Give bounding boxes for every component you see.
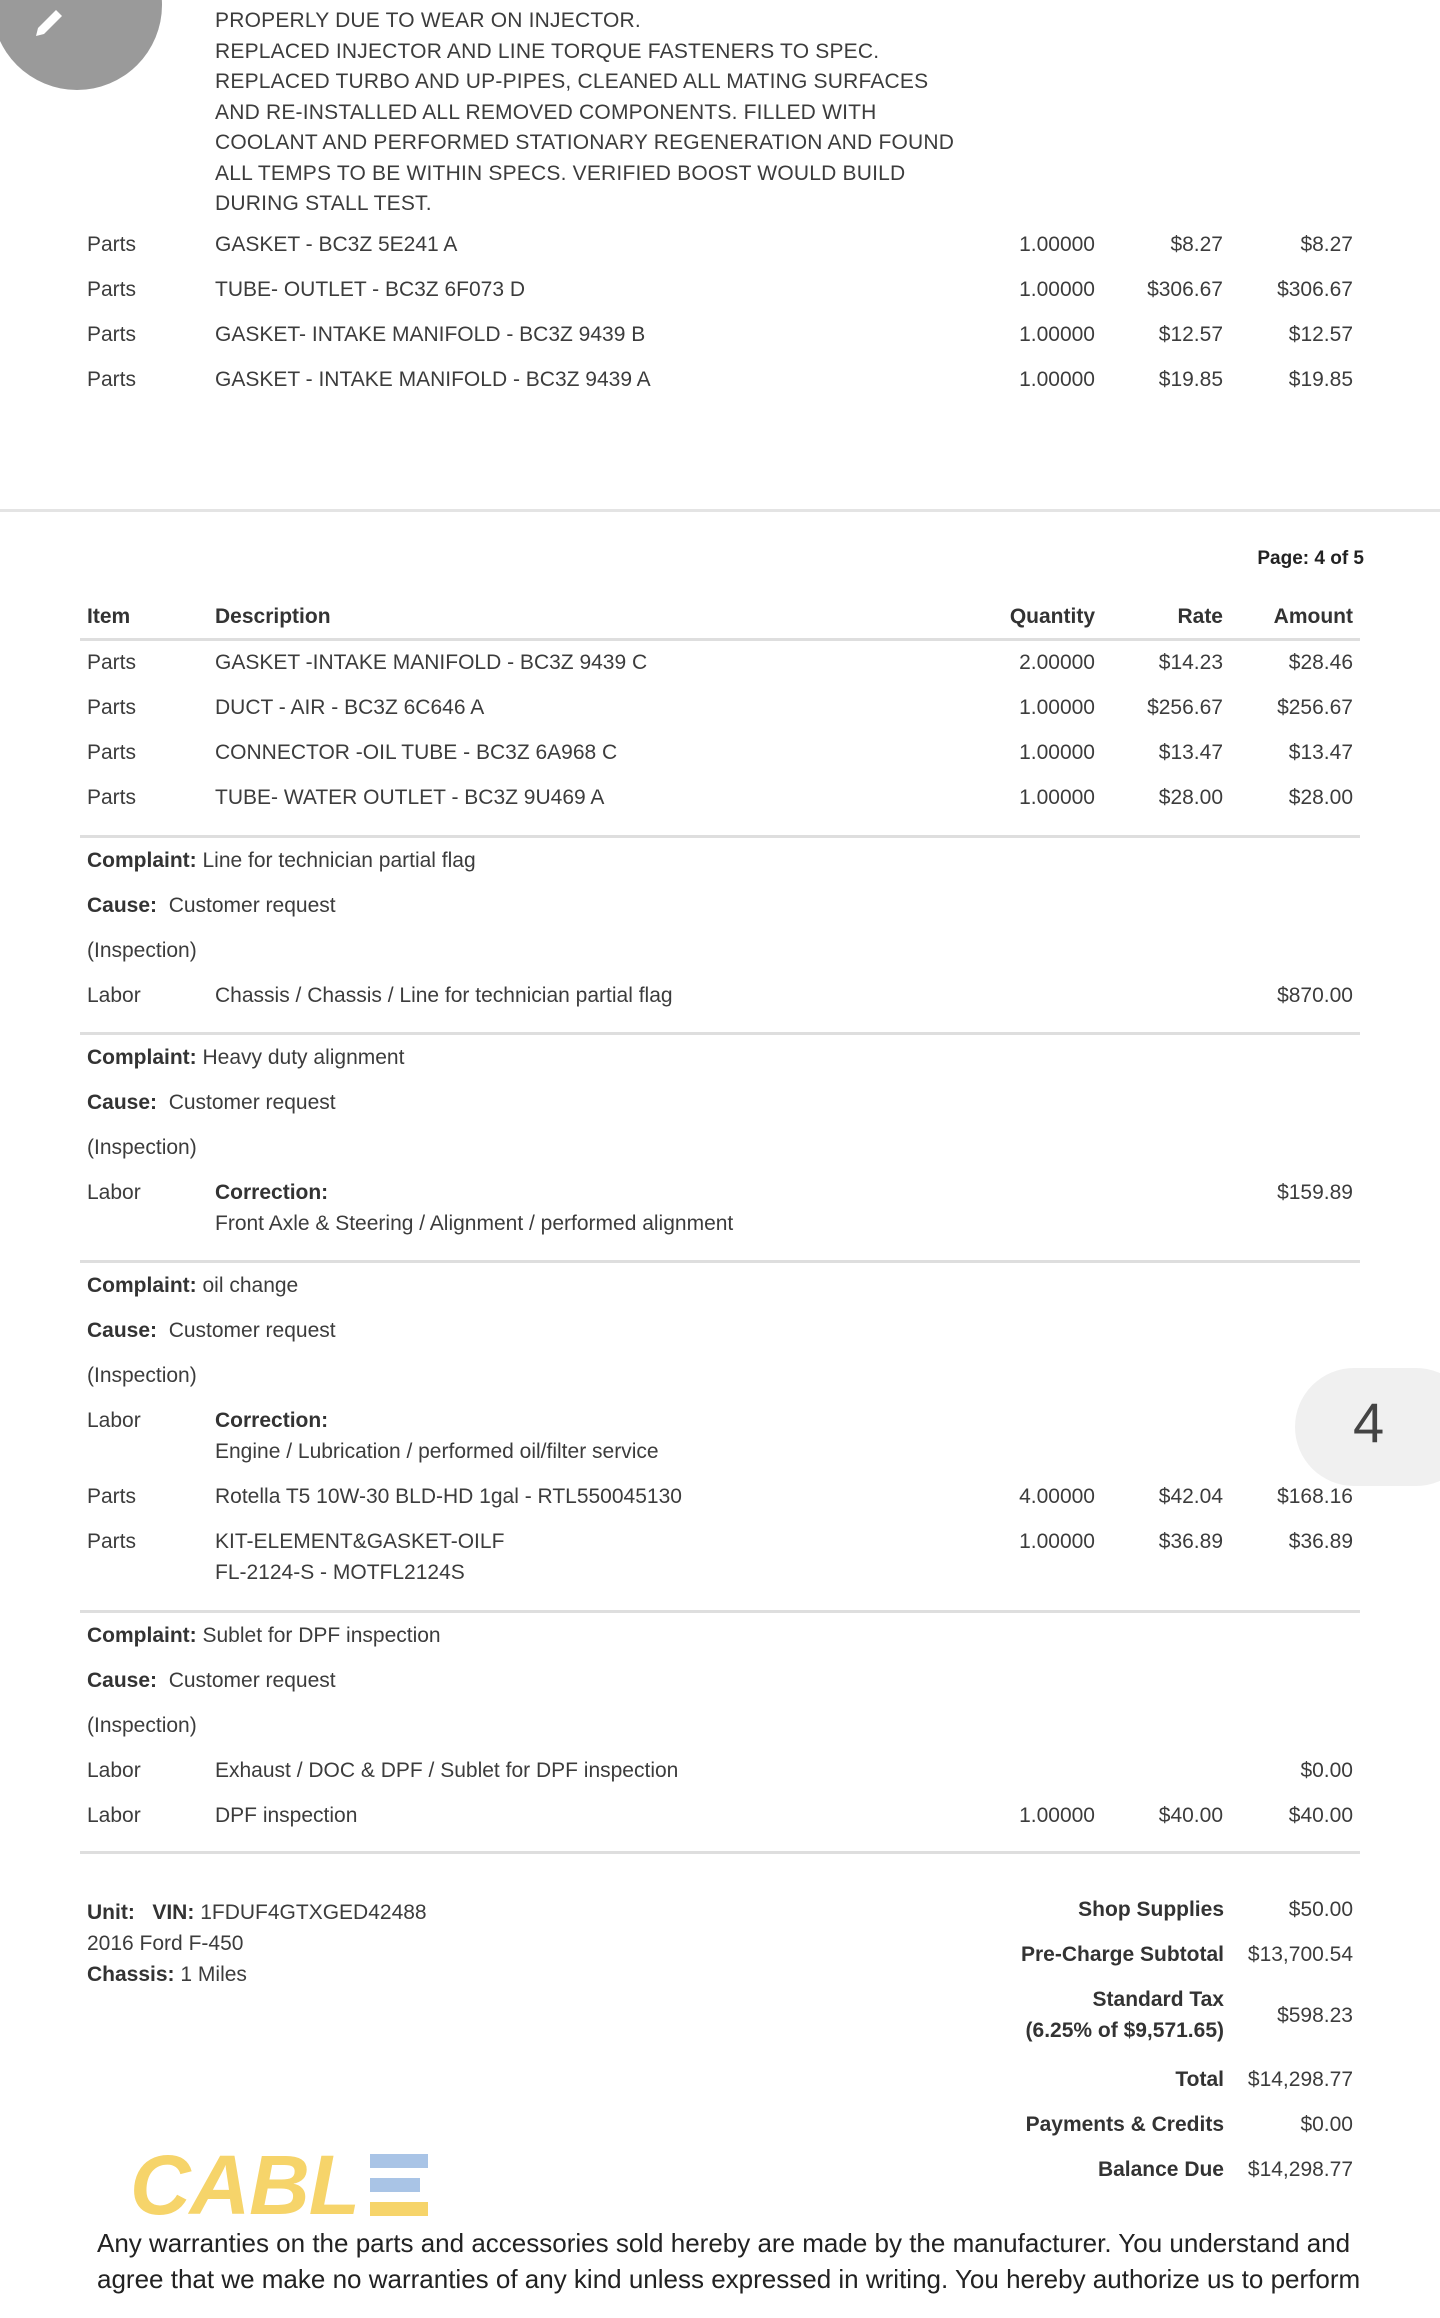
table-row: Parts TUBE- WATER OUTLET - BC3Z 9U469 A 1.00000 $28.00 $28.00 <box>87 786 1353 809</box>
table-row: Parts CONNECTOR -OIL TUBE - BC3Z 6A968 C 1.00000 $13.47 $13.47 <box>87 741 1353 764</box>
table-row: Parts TUBE- OUTLET - BC3Z 6F073 D 1.00000 $306.67 $306.67 <box>87 278 1353 301</box>
section-divider <box>80 1610 1360 1613</box>
tax-basis: (6.25% of $9,571.65) <box>1025 2019 1224 2042</box>
technician-notes <box>215 6 1015 220</box>
table-header: Item Description Quantity Rate Amount <box>87 605 1353 628</box>
table-row: Parts DUCT - AIR - BC3Z 6C646 A 1.00000 $256.67 $256.67 <box>87 696 1353 719</box>
logo-bar <box>370 2178 420 2192</box>
table-row: Parts GASKET -INTAKE MANIFOLD - BC3Z 9439 C 2.00000 $14.23 $28.46 <box>87 651 1353 674</box>
complaint-line: Complaint: Heavy duty alignment <box>87 1046 405 1069</box>
table-row: Parts KIT-ELEMENT&GASKET-OILF 1.00000 $36.89 $36.89 <box>87 1530 1353 1553</box>
table-row: Parts GASKET - BC3Z 5E241 A 1.00000 $8.27 $8.27 <box>87 233 1353 256</box>
unit-vehicle: 2016 Ford F-450 <box>87 1932 244 1955</box>
payments-label: Payments & Credits <box>1025 2113 1224 2136</box>
page-indicator[interactable]: 4 <box>1295 1368 1440 1486</box>
shop-supplies-label: Shop Supplies <box>1078 1898 1224 1921</box>
notes-line: REPLACED TURBO AND UP-PIPES, CLEANED ALL MATING SURFACES <box>215 70 929 93</box>
section-divider <box>80 1032 1360 1035</box>
section-divider <box>80 835 1360 838</box>
unit-vin: Unit: VIN: 1FDUF4GTXGED42488 <box>87 1901 427 1924</box>
labor-row: Labor Correction: <box>87 1409 329 1432</box>
logo-letters: CABL <box>130 2148 360 2224</box>
warranty-disclaimer: Any warranties on the parts and accessories sold hereby are made by the manufacturer. You understand and agree that we make no warranties of any kind unless expressed in writing. You hereby authorize us to perform <box>97 2228 1361 2294</box>
logo-bar <box>370 2202 428 2216</box>
complaint-line: Complaint: oil change <box>87 1274 299 1297</box>
company-logo <box>130 2148 430 2224</box>
labor-row: Labor Chassis / Chassis / Line for technician partial flag $870.00 <box>87 984 1353 1007</box>
notes-line: DURING STALL TEST. <box>215 192 432 215</box>
precharge-value: $13,700.54 <box>1247 1943 1353 1966</box>
payments-value: $0.00 <box>1300 2113 1353 2136</box>
labor-row: Labor Exhaust / DOC & DPF / Sublet for DPF inspection $0.00 <box>87 1759 1353 1782</box>
cause-line: Cause: Customer request <box>87 1669 336 1692</box>
section-divider <box>80 1851 1360 1854</box>
total-value: $14,298.77 <box>1247 2068 1353 2091</box>
labor-row: Labor DPF inspection 1.00000 $40.00 $40.00 <box>87 1804 1353 1827</box>
edit-button[interactable] <box>0 0 162 90</box>
inspection-label: (Inspection) <box>87 1136 197 1159</box>
tax-label: Standard Tax <box>1092 1988 1224 2011</box>
unit-chassis: Chassis: 1 Miles <box>87 1963 247 1986</box>
cause-line: Cause: Customer request <box>87 894 336 917</box>
inspection-label: (Inspection) <box>87 939 197 962</box>
cause-line: Cause: Customer request <box>87 1091 336 1114</box>
complaint-line: Complaint: Sublet for DPF inspection <box>87 1624 441 1647</box>
inspection-label: (Inspection) <box>87 1714 197 1737</box>
balance-label: Balance Due <box>1097 2158 1224 2181</box>
page-break <box>0 509 1440 512</box>
precharge-label: Pre-Charge Subtotal <box>1020 1943 1224 1966</box>
header-divider <box>80 638 1360 641</box>
labor-row: Labor Correction: $159.89 <box>87 1181 1353 1204</box>
notes-line: ALL TEMPS TO BE WITHIN SPECS. VERIFIED BOOST WOULD BUILD <box>215 161 906 185</box>
cause-line: Cause: Customer request <box>87 1319 336 1342</box>
table-row: Parts GASKET- INTAKE MANIFOLD - BC3Z 9439 B 1.00000 $12.57 $12.57 <box>87 323 1353 346</box>
labor-correction: Engine / Lubrication / performed oil/filter service <box>215 1440 659 1463</box>
notes-line: PROPERLY DUE TO WEAR ON INJECTOR. <box>215 9 641 32</box>
balance-value: $14,298.77 <box>1247 2158 1353 2181</box>
table-row-continued: FL-2124-S - MOTFL2124S <box>215 1561 465 1584</box>
tax-value: $598.23 <box>1277 2004 1353 2027</box>
notes-line: REPLACED INJECTOR AND LINE TORQUE FASTENERS TO SPEC. <box>215 39 880 63</box>
shop-supplies-value: $50.00 <box>1288 1898 1353 1921</box>
section-divider <box>80 1260 1360 1263</box>
complaint-line: Complaint: Line for technician partial flag <box>87 849 476 872</box>
labor-correction: Front Axle & Steering / Alignment / performed alignment <box>215 1212 734 1235</box>
notes-line: COOLANT AND PERFORMED STATIONARY REGENERATION AND FOUND <box>215 131 955 154</box>
table-row: Parts GASKET - INTAKE MANIFOLD - BC3Z 9439 A 1.00000 $19.85 $19.85 <box>87 368 1353 391</box>
logo-bar <box>370 2154 428 2168</box>
pencil-icon <box>30 2 70 42</box>
notes-line: AND RE-INSTALLED ALL REMOVED COMPONENTS. FILLED WITH <box>215 100 877 124</box>
table-row: Parts Rotella T5 10W-30 BLD-HD 1gal - RTL550045130 4.00000 $42.04 $168.16 <box>87 1485 1353 1508</box>
inspection-label: (Inspection) <box>87 1364 197 1387</box>
page-number: Page: 4 of 5 <box>1257 548 1364 569</box>
total-label: Total <box>1175 2068 1224 2091</box>
